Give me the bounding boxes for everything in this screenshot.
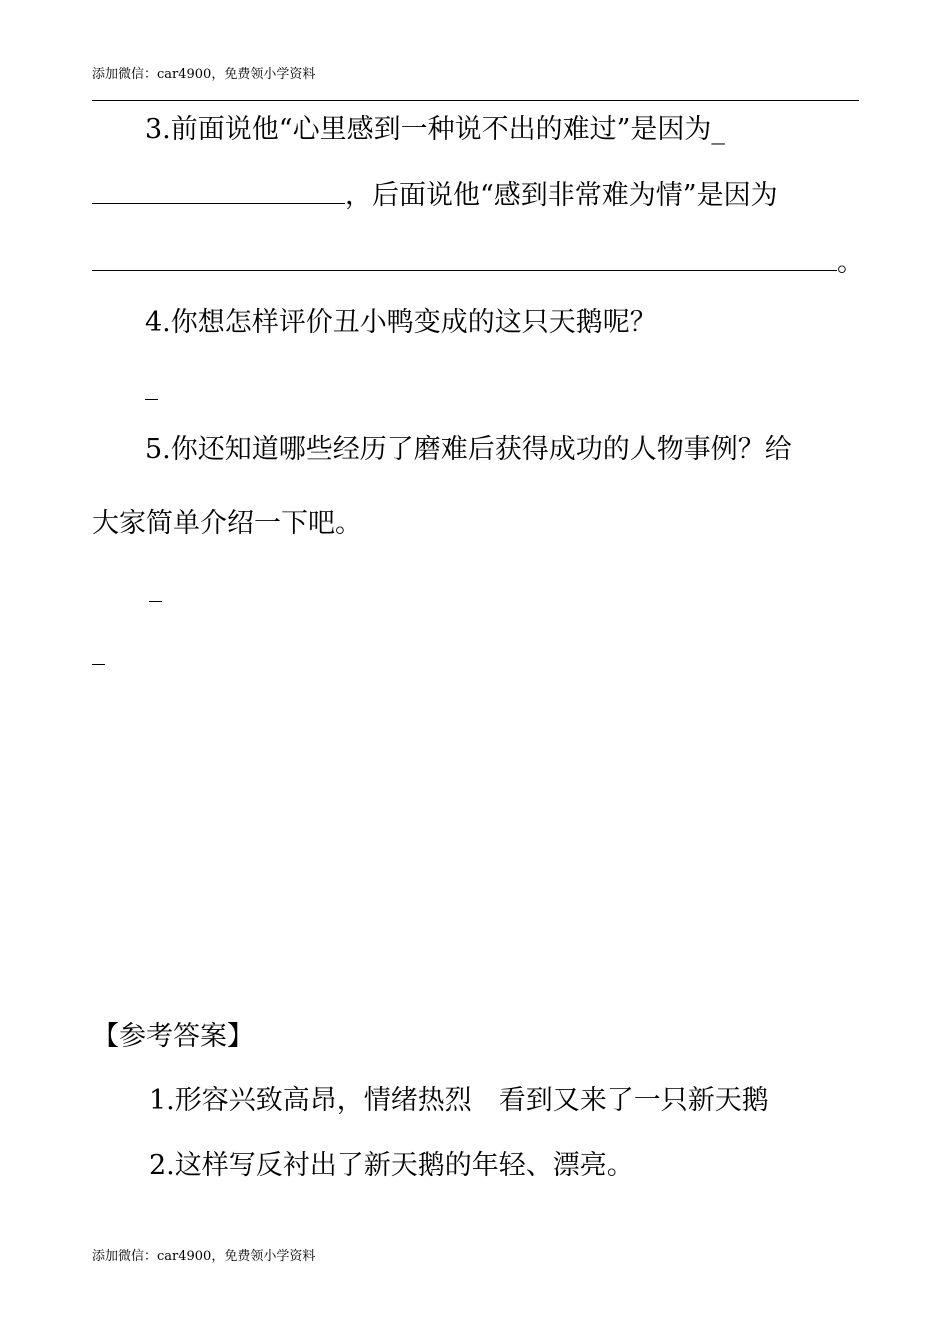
question-5-line-2: 大家简单介绍一下吧。 bbox=[92, 508, 362, 539]
answers-heading: 【参考答案】 bbox=[92, 1021, 254, 1052]
question-3-line-1: 3.前面说他“心里感到一种说不出的难过”是因为_ bbox=[145, 114, 725, 145]
question-3-line-3-end: 。 bbox=[837, 247, 864, 278]
answer-blank[interactable] bbox=[145, 399, 158, 400]
answer-2: 2.这样写反衬出了新天鹅的年轻、漂亮。 bbox=[149, 1150, 634, 1181]
answer-blank[interactable] bbox=[92, 175, 345, 204]
answer-blank[interactable] bbox=[92, 242, 837, 271]
page-footer: 添加微信：car4900，免费领小学资料 bbox=[92, 1249, 316, 1264]
question-3-line-2-text: ，后面说他“感到非常难为情”是因为 bbox=[345, 180, 778, 211]
header-divider bbox=[92, 100, 859, 101]
question-3-line-3 bbox=[92, 242, 864, 280]
question-4: 4.你想怎样评价丑小鸭变成的这只天鹅呢？ bbox=[145, 307, 657, 338]
answer-blank[interactable] bbox=[149, 601, 162, 602]
page-header: 添加微信：car4900，免费领小学资料 bbox=[92, 67, 316, 82]
answer-1: 1.形容兴致高昂，情绪热烈 看到又来了一只新天鹅 bbox=[149, 1085, 769, 1116]
question-5-line-1: 5.你还知道哪些经历了磨难后获得成功的人物事例？给 bbox=[145, 434, 792, 465]
answer-blank[interactable] bbox=[92, 664, 105, 665]
question-3-line-2 bbox=[92, 175, 778, 213]
